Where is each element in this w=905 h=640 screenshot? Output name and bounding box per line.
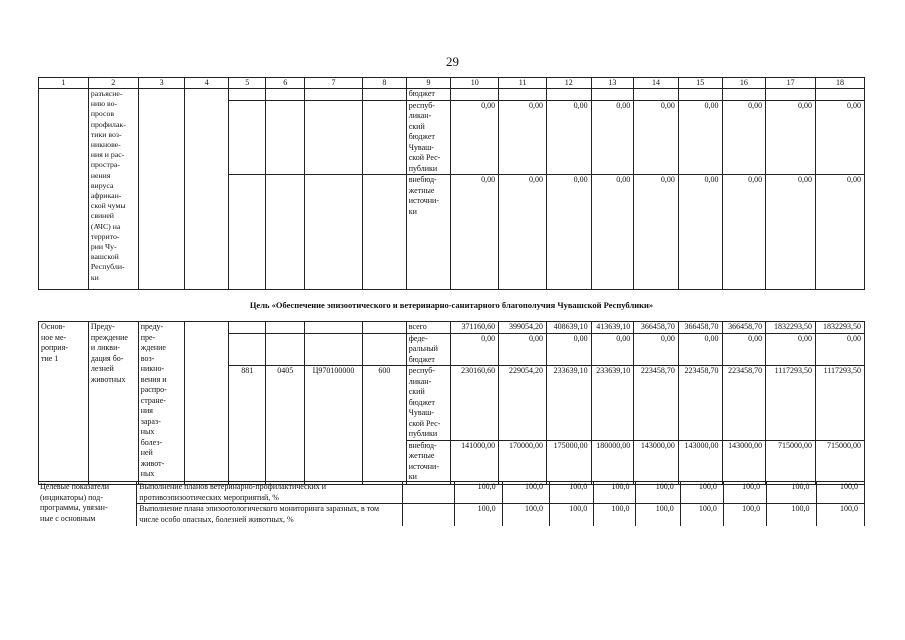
value-cell: 0,00 (816, 333, 865, 366)
value-cell: 143000,00 (678, 440, 722, 484)
code-vr: 600 (363, 366, 407, 485)
budget-table-top (38, 77, 865, 290)
indicator-value: 100,0 (455, 504, 502, 526)
funding-source: внебюд- жетные источни- ки (406, 440, 451, 484)
indicator-value: 100,0 (767, 482, 816, 504)
column-number: 9 (406, 78, 451, 89)
table-cell (185, 89, 229, 290)
activity-goal: преду- пре- ждение воз- никно- вения и распро- стране- ния зараз- ных болез- ней живот- ных (138, 322, 185, 485)
table-cell (363, 175, 407, 290)
page-number: 29 (446, 54, 459, 69)
table-row (39, 322, 865, 334)
value-cell: 0,00 (634, 100, 679, 175)
indicator-value: 100,0 (550, 504, 594, 526)
value-cell: 143000,00 (722, 440, 766, 484)
value-cell: 399054,20 (499, 322, 547, 334)
table-cell (591, 89, 634, 101)
table-cell (266, 89, 304, 101)
indicator-value: 100,0 (636, 504, 680, 526)
column-number: 11 (499, 78, 547, 89)
value-cell: 0,00 (678, 333, 722, 366)
value-cell: 0,00 (634, 333, 679, 366)
indicator-value: 100,0 (680, 482, 723, 504)
value-cell: 0,00 (591, 100, 634, 175)
table-cell (766, 89, 816, 101)
column-number: 4 (185, 78, 229, 89)
column-number: 1 (39, 78, 89, 89)
value-cell: 1832293,50 (816, 322, 865, 334)
table-cell (229, 89, 266, 101)
value-cell: 223458,70 (722, 366, 766, 441)
column-number: 3 (138, 78, 185, 89)
value-cell: 143000,00 (634, 440, 679, 484)
value-cell: 175000,00 (546, 440, 591, 484)
value-cell: 366458,70 (678, 322, 722, 334)
indicator-value: 100,0 (816, 504, 864, 526)
value-cell: 366458,70 (722, 322, 766, 334)
value-cell: 0,00 (766, 175, 816, 290)
activity-name: Преду- преждение и ликви- дация бо- лезней животных (88, 322, 138, 485)
column-number: 14 (634, 78, 679, 89)
value-cell: 0,00 (634, 175, 679, 290)
table-cell (363, 89, 407, 101)
value-cell: 0,00 (722, 175, 766, 290)
value-cell: 0,00 (451, 333, 499, 366)
value-cell: 0,00 (766, 333, 816, 366)
table-cell (185, 322, 229, 485)
table-cell (546, 89, 591, 101)
value-cell: 233639,10 (591, 366, 634, 441)
code-csr: Ц970100000 (304, 366, 362, 485)
column-number: 17 (766, 78, 816, 89)
indicator-value: 100,0 (767, 504, 816, 526)
value-cell: 0,00 (451, 175, 499, 290)
table-row (39, 89, 865, 101)
measure-description: разъясне- нию во- просов профилак- тики воз- никнове- ния и рас- простра- нения вируса африкан- ской чумы свиней (АЧС) на террито- рии Чу- вашской Республи- ки (88, 89, 138, 290)
column-number: 6 (266, 78, 304, 89)
table-cell (266, 175, 304, 290)
value-cell: 180000,00 (591, 440, 634, 484)
value-cell: 0,00 (678, 175, 722, 290)
table-cell (678, 89, 722, 101)
indicators-label: Целевые показатели (индикаторы) под- программы, увязан- ные с основным (38, 482, 137, 526)
column-number: 12 (546, 78, 591, 89)
table-cell (266, 100, 304, 175)
table-cell (816, 89, 865, 101)
value-cell: 230160,60 (451, 366, 499, 441)
value-cell: 170000,00 (499, 440, 547, 484)
value-cell: 0,00 (816, 100, 865, 175)
indicator-value: 100,0 (502, 504, 549, 526)
value-cell: 233639,10 (546, 366, 591, 441)
table-cell (722, 89, 766, 101)
column-number: 5 (229, 78, 266, 89)
column-number: 15 (678, 78, 722, 89)
indicator-value: 100,0 (636, 482, 680, 504)
table-cell (39, 89, 89, 290)
table-cell (451, 89, 499, 101)
value-cell: 1117293,50 (766, 366, 816, 441)
table-cell (229, 322, 266, 334)
activity-number: Основ- ное ме- роприя- тие 1 (39, 322, 89, 485)
goal-title: Цель «Обеспечение эпизоотического и ветеринарно-санитарного благополучия Чувашской Республики» (249, 300, 654, 310)
table-cell (304, 100, 362, 175)
column-number: 10 (451, 78, 499, 89)
funding-source: респуб- ликан- ский бюджет Чуваш- ской Рес- публики (406, 100, 451, 175)
table-cell (363, 333, 407, 366)
value-cell: 223458,70 (678, 366, 722, 441)
column-number: 8 (363, 78, 407, 89)
value-cell: 0,00 (499, 100, 547, 175)
table-cell (363, 322, 407, 334)
code-rz: 0405 (266, 366, 304, 485)
column-number: 2 (88, 78, 138, 89)
table-cell (402, 504, 454, 526)
code-grbs: 881 (229, 366, 266, 485)
column-number: 18 (816, 78, 865, 89)
value-cell: 229054,20 (499, 366, 547, 441)
value-cell: 0,00 (499, 175, 547, 290)
funding-source: внебюд- жетные источни- ки (406, 175, 451, 290)
table-cell (634, 89, 679, 101)
value-cell: 366458,70 (634, 322, 679, 334)
value-cell: 0,00 (678, 100, 722, 175)
column-number-row (39, 78, 865, 89)
table-cell (229, 175, 266, 290)
table-cell (138, 89, 185, 290)
indicator-value: 100,0 (680, 504, 723, 526)
value-cell: 0,00 (451, 100, 499, 175)
funding-source: феде- ральный бюджет (406, 333, 451, 366)
value-cell: 0,00 (546, 100, 591, 175)
indicator-value: 100,0 (550, 482, 594, 504)
funding-source: всего (406, 322, 451, 334)
table-cell (304, 175, 362, 290)
column-number: 7 (304, 78, 362, 89)
indicator-name: Выполнение планов ветеринарно-профилактических и противоэпизоотических мероприятий, % (137, 482, 403, 504)
indicator-value: 100,0 (816, 482, 864, 504)
table-cell (304, 322, 362, 334)
value-cell: 715000,00 (816, 440, 865, 484)
value-cell: 0,00 (722, 100, 766, 175)
value-cell: 0,00 (722, 333, 766, 366)
column-number: 13 (591, 78, 634, 89)
value-cell: 1832293,50 (766, 322, 816, 334)
indicator-value: 100,0 (723, 504, 766, 526)
value-cell: 0,00 (816, 175, 865, 290)
budget-table-main (38, 321, 865, 485)
value-cell: 0,00 (591, 175, 634, 290)
table-cell (304, 333, 362, 366)
column-number: 16 (722, 78, 766, 89)
value-cell: 223458,70 (634, 366, 679, 441)
value-cell: 408639,10 (546, 322, 591, 334)
funding-source: бюджет (406, 89, 451, 101)
value-cell: 141000,00 (451, 440, 499, 484)
table-row (38, 482, 865, 504)
table-cell (304, 89, 362, 101)
indicator-name: Выполнение плана эпизоотологического мониторинга заразных, в том числе особо опасных, болезней животных, % (137, 504, 403, 526)
indicator-value: 100,0 (455, 482, 502, 504)
indicator-value: 100,0 (594, 504, 636, 526)
table-cell (499, 89, 547, 101)
value-cell: 0,00 (591, 333, 634, 366)
value-cell: 715000,00 (766, 440, 816, 484)
indicator-value: 100,0 (723, 482, 766, 504)
value-cell: 0,00 (499, 333, 547, 366)
table-cell (402, 482, 454, 504)
value-cell: 371160,60 (451, 322, 499, 334)
value-cell: 1117293,50 (816, 366, 865, 441)
value-cell: 0,00 (766, 100, 816, 175)
funding-source: респуб- ликан- ский бюджет Чуваш- ской Рес- публики (406, 366, 451, 441)
table-cell (229, 100, 266, 175)
value-cell: 0,00 (546, 175, 591, 290)
value-cell: 0,00 (546, 333, 591, 366)
table-row (38, 504, 865, 526)
table-cell (363, 100, 407, 175)
value-cell: 413639,10 (591, 322, 634, 334)
table-cell (229, 333, 266, 366)
table-cell (266, 322, 304, 334)
indicator-value: 100,0 (594, 482, 636, 504)
indicator-value: 100,0 (502, 482, 549, 504)
table-cell (266, 333, 304, 366)
indicators-table (38, 481, 865, 526)
